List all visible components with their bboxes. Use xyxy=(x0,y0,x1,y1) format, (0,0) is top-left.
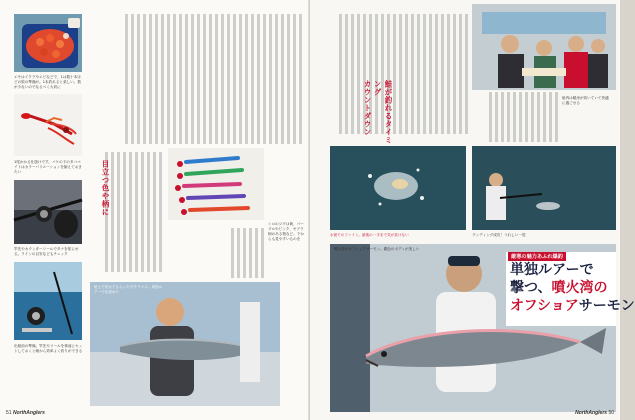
jig-caption: シロのジグは黄、パープルやピンク、ゼブラ柄のある物など。下からも見やすいものを xyxy=(268,222,304,241)
headline-line-3 xyxy=(510,298,635,314)
angler-salmon-icon xyxy=(90,282,280,406)
left-page-number: 51 xyxy=(6,410,12,416)
boat-cabin-icon xyxy=(472,4,616,90)
feature-kicker: 厳寒の魅力あふれ爆釣 xyxy=(508,252,566,261)
salmon-caption: 噴火湾のオフショアサーモン。銀色のボディが美しい xyxy=(334,247,420,251)
right-brand: NorthAnglers xyxy=(575,410,608,416)
splash-photo xyxy=(330,146,466,230)
headline-line-3b: サーモン xyxy=(578,298,635,314)
right-body-text-b xyxy=(476,92,558,142)
left-body-text-bottom xyxy=(224,228,264,278)
headline-line-2a: 撃つ、 xyxy=(510,280,552,296)
left-page xyxy=(0,0,310,420)
release-caption: ランディング成功！うれしい一尾 xyxy=(472,233,526,237)
right-subhead-b: カウントダウン xyxy=(363,80,372,136)
right-folio xyxy=(575,410,614,416)
release-icon xyxy=(472,146,616,230)
rod-reel-icon xyxy=(14,180,82,244)
left-brand: NorthAnglers xyxy=(12,410,45,416)
angler-caption: 船上で見せてもらったサクラマス。単独ルアーで仕留めた xyxy=(94,285,163,294)
right-page-number: 50 xyxy=(608,410,614,416)
rod-caption: 竿先やカウンターリールでタナを知らせる。ラインの目安などもチェック xyxy=(14,247,79,256)
jig-lures-icon xyxy=(168,148,264,220)
headline-line-3a: オフショア xyxy=(510,298,579,314)
roe-caption: エサはイクラやエビなどで、1は数十本ほどの旅の準備が。1本釣れると楽しい。数が少ないのでなるべく大切に xyxy=(14,75,81,89)
headline-line-2 xyxy=(510,280,607,296)
octopus-lure-photo xyxy=(14,94,82,156)
harbor-photo xyxy=(14,262,82,340)
octopus-lure-icon xyxy=(14,94,82,156)
splash-icon xyxy=(330,146,466,230)
boat-cabin-photo xyxy=(472,4,616,90)
boat-caption: 船内は暖房が効いていて快適に過ごせる xyxy=(562,96,609,105)
harbor-caption: 出航前の準備。竿先やリールを事前にセットしておくと朝から効率よく釣りができる xyxy=(14,344,83,353)
harbor-icon xyxy=(14,262,82,340)
roe-bowl-icon xyxy=(14,14,82,72)
splash-caption: 水面でのファイト。最後の一手まで気が抜けない xyxy=(330,233,409,237)
jig-lures-photo xyxy=(168,148,264,220)
left-body-text-upper xyxy=(92,14,302,144)
left-folio xyxy=(6,410,45,416)
angler-salmon-photo xyxy=(90,282,280,406)
roe-bowl-photo xyxy=(14,14,82,72)
rod-reel-photo xyxy=(14,180,82,244)
headline-line-2b: 噴火湾の xyxy=(551,280,608,296)
left-subhead: 目立つ色や柄に xyxy=(101,160,110,216)
right-page xyxy=(310,0,635,420)
feature-headline xyxy=(506,252,635,326)
right-subhead-a: 鮭が釣れるタイミング xyxy=(373,80,393,144)
release-photo xyxy=(472,146,616,230)
lure-caption: 1尾かかる仕掛けです。バケの下のタコベイトはカラーバリエーションを揃えておきたい xyxy=(14,160,82,174)
headline-line-1: 単独ルアーで xyxy=(510,262,594,278)
